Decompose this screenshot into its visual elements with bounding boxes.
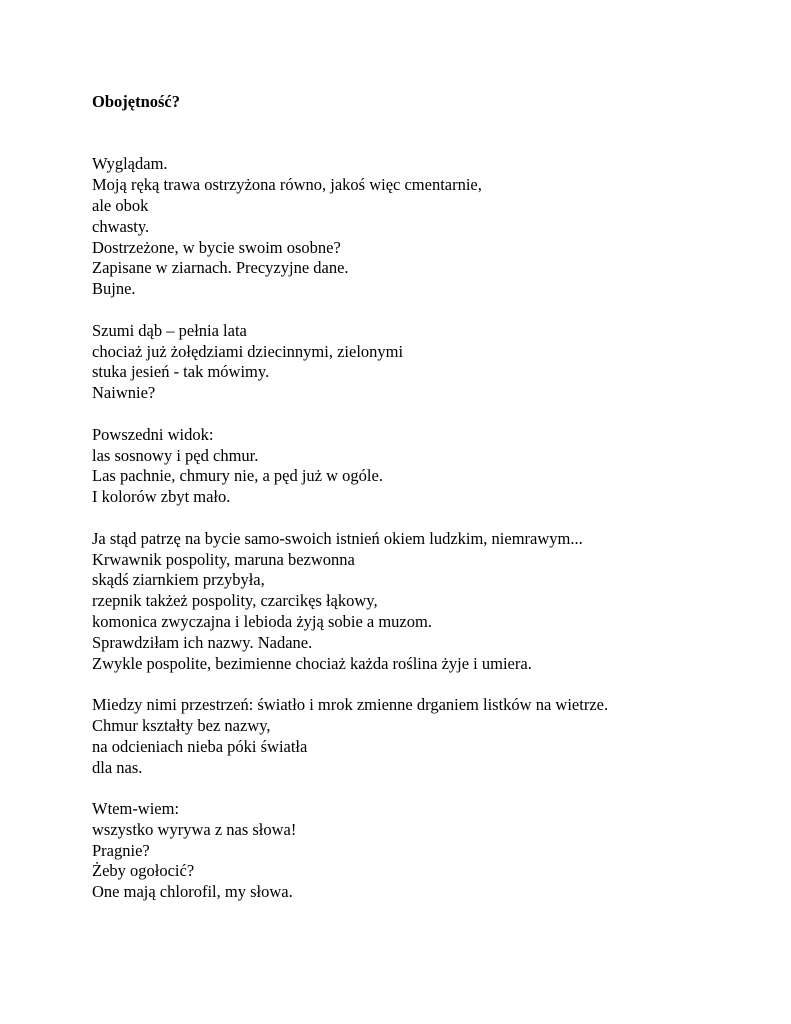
poem-line: Wtem-wiem: [92, 799, 180, 819]
poem-line: komonica zwyczajna i lebioda żyją sobie a muzom. [92, 611, 432, 631]
poem [92, 92, 772, 903]
poem-line: Powszedni widok: [92, 424, 214, 444]
stanza-2 [92, 321, 772, 404]
poem-line: Krwawnik pospolity, maruna bezwonna [92, 549, 355, 569]
poem-line: Pragnie? [92, 840, 150, 860]
poem-line: Sprawdziłam ich nazwy. Nadane. [92, 632, 313, 652]
poem-line: na odcieniach nieba póki światła [92, 736, 308, 756]
stanza-4 [92, 529, 772, 675]
stanza-6 [92, 799, 772, 903]
poem-line: dla nas. [92, 757, 143, 777]
poem-line: Ja stąd patrzę na bycie samo-swoich istnień okiem ludzkim, niemrawym... [92, 528, 583, 548]
poem-line: ale obok [92, 195, 149, 215]
poem-line: chwasty. [92, 216, 150, 236]
poem-line: stuka jesień - tak mówimy. [92, 362, 270, 382]
stanza-3 [92, 425, 772, 508]
stanza-5 [92, 695, 772, 778]
poem-line: rzepnik takżeż pospolity, czarcikęs łąkowy, [92, 591, 378, 611]
poem-line: Wyglądam. [92, 154, 168, 174]
poem-line: Chmur kształty bez nazwy, [92, 715, 271, 735]
poem-line: Las pachnie, chmury nie, a pęd już w ogóle. [92, 466, 383, 486]
poem-line: skądś ziarnkiem przybyła, [92, 570, 265, 590]
poem-line: Szumi dąb – pełnia lata [92, 320, 247, 340]
poem-line: Bujne. [92, 279, 136, 299]
poem-line: Moją ręką trawa ostrzyżona równo, jakoś więc cmentarnie, [92, 175, 482, 195]
poem-line: wszystko wyrywa z nas słowa! [92, 819, 297, 839]
poem-line: Zwykle pospolite, bezimienne chociaż każda roślina żyje i umiera. [92, 653, 532, 673]
poem-line: Zapisane w ziarnach. Precyzyjne dane. [92, 258, 349, 278]
poem-line: I kolorów zbyt mało. [92, 487, 231, 507]
poem-line: chociaż już żołędziami dziecinnymi, zielonymi [92, 341, 404, 361]
poem-line: Miedzy nimi przestrzeń: światło i mrok zmienne drganiem listków na wietrze. [92, 695, 609, 715]
stanza-1 [92, 154, 772, 300]
poem-line: One mają chlorofil, my słowa. [92, 882, 293, 902]
poem-line: las sosnowy i pęd chmur. [92, 445, 259, 465]
poem-title: Obojętność? [92, 92, 180, 111]
poem-line: Dostrzeżone, w bycie swoim osobne? [92, 237, 341, 257]
poem-line: Naiwnie? [92, 383, 156, 403]
poem-line: Żeby ogołocić? [92, 861, 195, 881]
title-spacing [92, 113, 772, 155]
